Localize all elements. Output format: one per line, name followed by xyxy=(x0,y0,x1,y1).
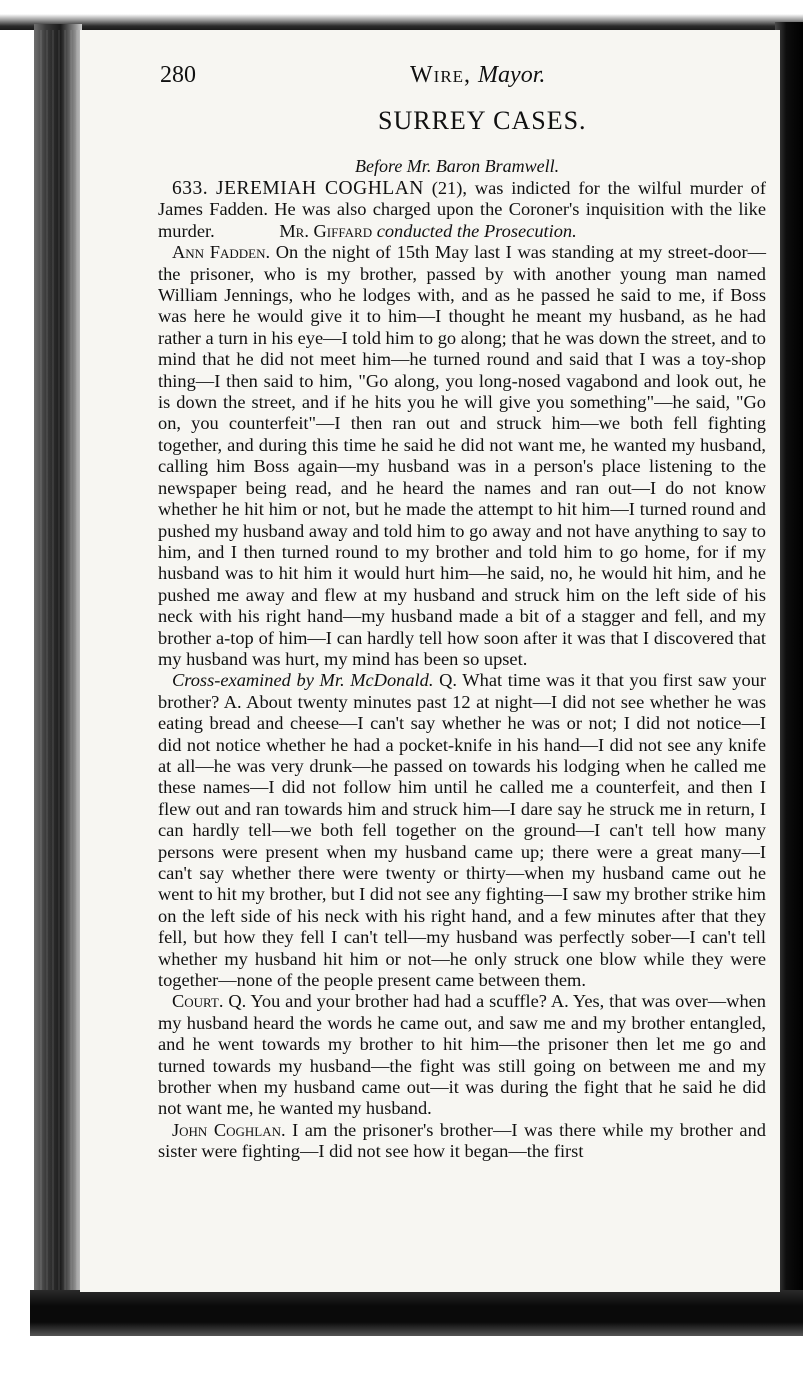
page-number: 280 xyxy=(160,62,196,88)
defendant-name: JEREMIAH COGHLAN xyxy=(215,178,424,199)
book-gutter-texture xyxy=(40,30,80,1300)
testimony-paragraph xyxy=(158,242,766,670)
indictment-text: (21), was indicted for the wilful murder of James Fadden. He was also charged upon the Coroner's inquisition with the like murder. xyxy=(158,178,766,241)
prosecution-counsel: Mr. Giffard xyxy=(279,220,373,241)
testimony-paragraph xyxy=(158,1120,766,1163)
running-title-name: Wire, xyxy=(410,62,472,88)
case-number: 633. xyxy=(172,178,209,199)
testimony-text: I am the prisoner's brother—I was there while my brother and sister were fighting—I did not see how it began—the first xyxy=(158,1119,766,1162)
case-body xyxy=(158,178,766,1163)
case-heading xyxy=(158,178,766,242)
witness-name: Ann Fadden. xyxy=(172,242,271,263)
testimony-paragraph xyxy=(158,991,766,1119)
running-header xyxy=(160,62,620,92)
judge-line: Before Mr. Baron Bramwell. xyxy=(355,156,560,176)
book-bottom-edge xyxy=(30,1290,803,1336)
testimony-text: On the night of 15th May last I was standing at my street-door—the prisoner, who is my brother, passed by with another young man named William Jennings, who he lodges with, and as he passed he said to me, if Boss was here he would give it to him—I thought he meant my husband, as he had rather a turn in his eye—I told him to go along; that he was down the street, and to mind that he did not meet him—he turned round and said that I was a toy-shop thing—I then said to him, "Go along, you long-nosed vagabond and look out, he is down the street, and if he hits you he will give you something"—he said, "Go on, you counterfeit"—I then ran out and struck him—we both fell fighting together, and during this time he said he did not want me, he wanted my husband, calling him Boss again—my husband was in a person's place listening to the newspaper being read, and he heard the names and ran out—I do not know whether he hit him or not, but he made the attempt to hit him—I turned round and pushed my husband away and told him to go away and not have anything to say to him, and I then turned round to my brother and told him to go home, for if my husband was to hit him it would hurt him—he said, no, he would hit him, and he pushed me away and flew at my husband and struck him on the left side of his neck with his right hand—my husband made a bit of a stagger and fell, and my brother a-top of him—I can hardly tell how soon after it was that I discovered that my husband was hurt, my mind has been so upset. xyxy=(158,242,766,669)
testimony-paragraph xyxy=(158,670,766,991)
prosecution-note: conducted the Prosecution. xyxy=(376,220,577,241)
book-top-edge xyxy=(0,0,803,30)
witness-name: John Coghlan. xyxy=(172,1119,286,1140)
testimony-text: Q. What time was it that you first saw your brother? A. About twenty minutes past 12 at night—I did not see whether he was eating bread and cheese—I can't say whether he was or not; I did not notice—I did not notice whether he had a pocket-knife in his hand—I did not see any knife at all—he was very drunk—he passed on towards his lodging when he called me these names—I did not follow him until he called me a counterfeit, and then I flew out and ran towards him and struck him—I dare say he struck me in return, I can hardly tell—we both fell together on the ground—I can't tell how many persons were present when my husband came up; there were a great many—I can't say whether there were twenty or thirty—when my husband came out he went to hit my brother, but I did not see any fighting—I saw my brother strike him on the left side of his neck with his right hand, and a few minutes after that they fell, but how they fell I can't tell—my husband was perfectly sober—I can't tell whether my husband hit him or not—he only struck one blow while they were together—none of the people present came between them. xyxy=(158,670,766,991)
running-title-role: Mayor. xyxy=(478,62,546,88)
cross-examination-label: Cross-examined by Mr. McDonald. xyxy=(172,670,434,691)
court-label: Court. xyxy=(172,991,224,1012)
section-title: SURREY CASES. xyxy=(378,106,587,135)
testimony-text: Q. You and your brother had had a scuffle? A. Yes, that was over—when my husband heard the words he came out, and saw me and my brother entangled, and he went towards my brother to hit him—the prisoner then let me go and turned towards my husband—the fight was still going on between me and my brother when my husband came out—it was during the fight that he said he did not want me, he wanted my husband. xyxy=(158,991,766,1119)
running-title xyxy=(410,62,545,89)
